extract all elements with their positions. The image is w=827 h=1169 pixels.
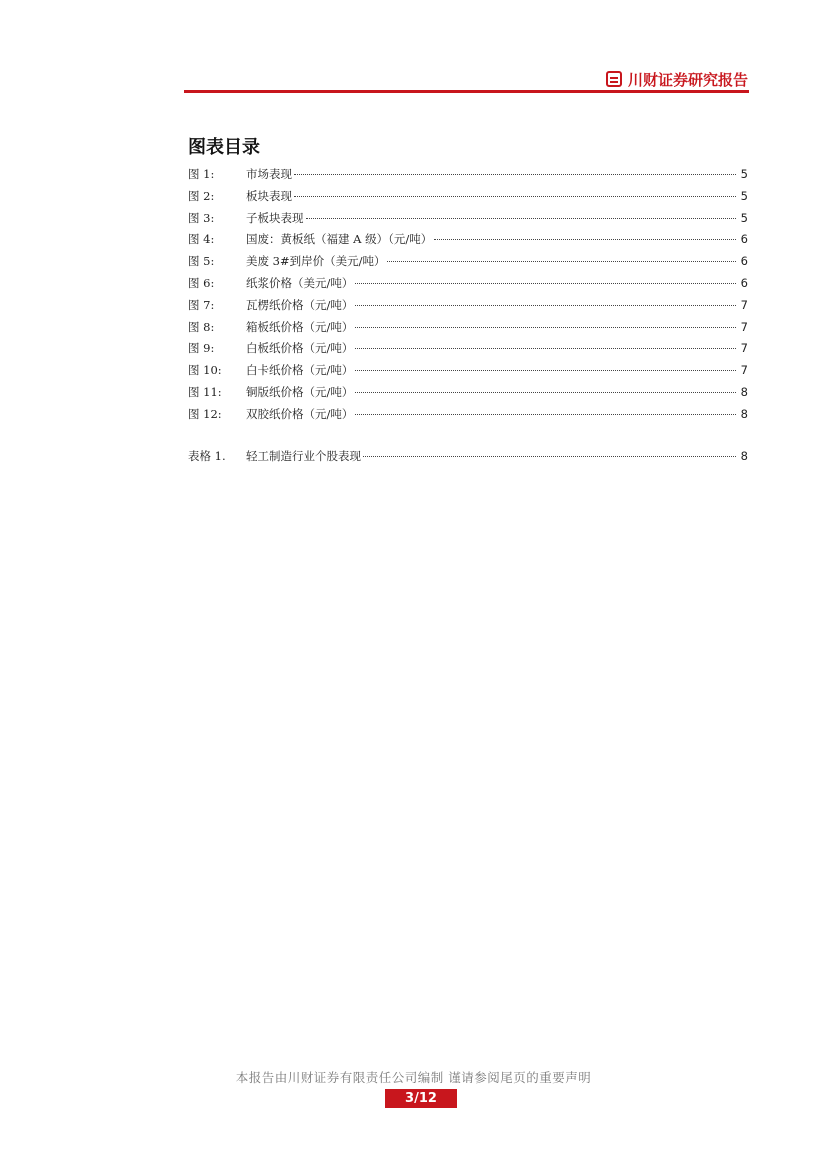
- toc-entry-prefix: 图 7:: [188, 297, 215, 312]
- toc-entry-label: 轻工制造行业个股表现: [246, 449, 361, 463]
- toc-entry-figure-3[interactable]: [188, 210, 748, 232]
- toc-entry-page: 6: [740, 275, 748, 290]
- toc-entry-prefix: 图 3:: [188, 210, 215, 225]
- toc-title: 图表目录: [188, 137, 260, 158]
- dot-leader: [355, 305, 736, 306]
- toc-entry-page: 8: [740, 406, 748, 421]
- toc-entry-prefix: 图 1:: [188, 167, 215, 181]
- toc-entry-prefix: 图 2:: [188, 188, 215, 203]
- toc-entry-page: 6: [740, 232, 748, 247]
- dot-leader: [306, 218, 737, 219]
- chuancai-logo-icon: [606, 71, 622, 87]
- dot-leader: [387, 261, 736, 262]
- toc-entry-figure-8[interactable]: [188, 319, 748, 341]
- toc-entry-page: 8: [740, 449, 748, 463]
- toc-entry-page: 7: [740, 341, 748, 356]
- dot-leader: [355, 392, 736, 393]
- footer-disclaimer: 本报告由川财证券有限责任公司编制 谨请参阅尾页的重要声明: [235, 1070, 592, 1085]
- toc-entry-figure-4[interactable]: [188, 231, 748, 253]
- toc-entry-page: 5: [740, 210, 748, 225]
- toc-entry-label: 双胶纸价格（元/吨）: [246, 406, 354, 421]
- toc-entry-figure-5[interactable]: [188, 253, 748, 275]
- toc-entry-page: 6: [740, 254, 748, 269]
- dot-leader: [355, 283, 736, 284]
- dot-leader: [355, 370, 736, 371]
- toc-entry-table-1[interactable]: [188, 448, 748, 470]
- dot-leader: [294, 174, 736, 175]
- toc-entry-figure-10[interactable]: [188, 362, 748, 384]
- toc-entry-prefix: 图 12:: [188, 406, 222, 421]
- toc-entry-figure-6[interactable]: [188, 275, 748, 297]
- toc-entry-label: 美废 3#到岸价（美元/吨）: [246, 254, 386, 269]
- toc-entry-page: 7: [740, 319, 748, 334]
- toc-entry-prefix: 图 10:: [188, 363, 222, 378]
- toc-entry-prefix: 表格 1.: [188, 449, 226, 463]
- toc-entry-figure-2[interactable]: [188, 188, 748, 210]
- toc-entry-prefix: 图 5:: [188, 254, 215, 269]
- brand-name: 川财证券研究报告: [627, 70, 748, 89]
- dot-leader: [355, 348, 736, 349]
- dot-leader: [294, 196, 736, 197]
- figure-list: [188, 166, 748, 428]
- page-number-badge: 3/12: [385, 1089, 457, 1108]
- toc-entry-label: 铜版纸价格（元/吨）: [246, 384, 354, 399]
- toc-entry-label: 子板块表现: [246, 210, 304, 225]
- toc-entry-page: 7: [740, 297, 748, 312]
- dot-leader: [355, 414, 736, 415]
- toc-entry-figure-12[interactable]: [188, 406, 748, 428]
- toc-entry-prefix: 图 11:: [188, 384, 222, 399]
- toc-entry-label: 白卡纸价格（元/吨）: [246, 363, 354, 378]
- toc-entry-prefix: 图 4:: [188, 232, 215, 247]
- dot-leader: [434, 239, 736, 240]
- toc-entry-label: 市场表现: [246, 167, 292, 181]
- report-header-brand: [606, 68, 748, 90]
- toc-entry-figure-1[interactable]: [188, 166, 748, 188]
- toc-entry-prefix: 图 6:: [188, 275, 215, 290]
- toc-entry-page: 8: [740, 384, 748, 399]
- toc-entry-label: 国废：黄板纸（福建 A 级）（元/吨）: [246, 232, 433, 247]
- toc-entry-label: 纸浆价格（美元/吨）: [246, 275, 354, 290]
- header-divider: [184, 90, 749, 93]
- toc-entry-page: 7: [740, 363, 748, 378]
- toc-entry-prefix: 图 8:: [188, 319, 215, 334]
- toc-entry-label: 箱板纸价格（元/吨）: [246, 319, 354, 334]
- dot-leader: [355, 327, 736, 328]
- toc-entry-label: 瓦楞纸价格（元/吨）: [246, 297, 354, 312]
- toc-entry-label: 白板纸价格（元/吨）: [246, 341, 354, 356]
- toc-entry-figure-9[interactable]: [188, 340, 748, 362]
- dot-leader: [363, 456, 736, 457]
- toc-entry-prefix: 图 9:: [188, 341, 215, 356]
- toc-entry-page: 5: [740, 188, 748, 203]
- toc-entry-figure-11[interactable]: [188, 384, 748, 406]
- toc-entry-page: 5: [740, 167, 748, 181]
- table-list: [188, 448, 748, 470]
- toc-entry-figure-7[interactable]: [188, 297, 748, 319]
- toc-entry-label: 板块表现: [246, 188, 292, 203]
